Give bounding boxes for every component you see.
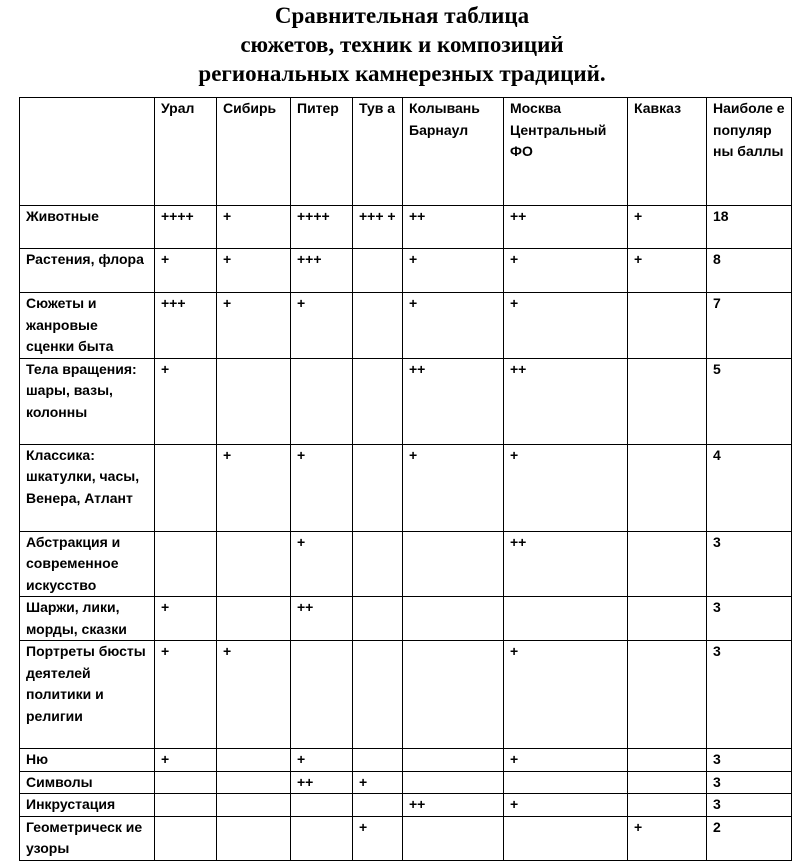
table-cell bbox=[217, 749, 291, 772]
table-cell bbox=[628, 531, 707, 597]
table-cell bbox=[291, 641, 353, 749]
title-line-1: Сравнительная таблица bbox=[274, 3, 530, 28]
header-cell bbox=[20, 98, 155, 206]
table-cell: + bbox=[217, 293, 291, 359]
score-cell: 3 bbox=[707, 771, 792, 794]
header-row bbox=[20, 98, 792, 206]
table-cell: + bbox=[504, 444, 628, 531]
score-cell: 18 bbox=[707, 206, 792, 249]
table-row bbox=[20, 816, 792, 860]
table-cell bbox=[628, 749, 707, 772]
table-row bbox=[20, 771, 792, 794]
table-cell: + bbox=[155, 749, 217, 772]
table-cell bbox=[403, 749, 504, 772]
table-cell: ++++ bbox=[291, 206, 353, 249]
table-cell: + bbox=[155, 249, 217, 293]
row-category-cell: Классика: шкатулки, часы, Венера, Атлант bbox=[20, 444, 155, 531]
table-cell: +++ + bbox=[353, 206, 403, 249]
score-cell: 5 bbox=[707, 358, 792, 444]
score-cell: 7 bbox=[707, 293, 792, 359]
table-cell: + bbox=[353, 816, 403, 860]
table-cell: + bbox=[504, 249, 628, 293]
table-cell: ++ bbox=[291, 771, 353, 794]
table-cell bbox=[403, 816, 504, 860]
table-cell: + bbox=[628, 249, 707, 293]
table-cell: + bbox=[217, 444, 291, 531]
table-cell bbox=[353, 249, 403, 293]
score-cell: 8 bbox=[707, 249, 792, 293]
comparison-table bbox=[19, 97, 792, 861]
table-cell bbox=[217, 597, 291, 641]
table-cell bbox=[403, 531, 504, 597]
table-cell bbox=[217, 794, 291, 817]
table-cell: ++ bbox=[403, 358, 504, 444]
table-cell: + bbox=[628, 816, 707, 860]
table-cell: +++ bbox=[291, 249, 353, 293]
score-cell: 4 bbox=[707, 444, 792, 531]
table-cell bbox=[504, 771, 628, 794]
document-title bbox=[0, 1, 804, 88]
header-cell: Тув а bbox=[353, 98, 403, 206]
table-cell: + bbox=[291, 444, 353, 531]
table-cell: + bbox=[504, 749, 628, 772]
table-cell: + bbox=[291, 293, 353, 359]
table-cell bbox=[291, 358, 353, 444]
score-cell: 3 bbox=[707, 641, 792, 749]
table-cell bbox=[217, 816, 291, 860]
table-cell bbox=[628, 794, 707, 817]
table-cell bbox=[155, 444, 217, 531]
table-cell bbox=[155, 794, 217, 817]
score-cell: 3 bbox=[707, 531, 792, 597]
table-row bbox=[20, 444, 792, 531]
row-category-cell: Животные bbox=[20, 206, 155, 249]
table-cell: + bbox=[155, 641, 217, 749]
table-cell bbox=[217, 358, 291, 444]
table-cell bbox=[155, 816, 217, 860]
table-row bbox=[20, 358, 792, 444]
row-category-cell: Символы bbox=[20, 771, 155, 794]
table-cell: + bbox=[291, 749, 353, 772]
table-cell: ++ bbox=[403, 794, 504, 817]
row-category-cell: Растения, флора bbox=[20, 249, 155, 293]
table-cell bbox=[504, 816, 628, 860]
table-row bbox=[20, 293, 792, 359]
table-row bbox=[20, 794, 792, 817]
table-cell bbox=[217, 771, 291, 794]
table-cell: + bbox=[155, 358, 217, 444]
table-cell bbox=[628, 444, 707, 531]
table-cell bbox=[504, 597, 628, 641]
row-category-cell: Портреты бюсты деятелей политики и религии bbox=[20, 641, 155, 749]
table-body bbox=[20, 206, 792, 861]
table-cell: + bbox=[504, 293, 628, 359]
header-cell: Урал bbox=[155, 98, 217, 206]
row-category-cell: Ню bbox=[20, 749, 155, 772]
table-cell: ++ bbox=[504, 358, 628, 444]
table-row bbox=[20, 531, 792, 597]
table-cell: ++ bbox=[403, 206, 504, 249]
table-cell: ++ bbox=[291, 597, 353, 641]
table-cell bbox=[353, 444, 403, 531]
table-cell bbox=[353, 358, 403, 444]
row-category-cell: Тела вращения: шары, вазы, колонны bbox=[20, 358, 155, 444]
table-cell: ++ bbox=[504, 206, 628, 249]
table-cell: + bbox=[628, 206, 707, 249]
score-cell: 3 bbox=[707, 749, 792, 772]
table-row bbox=[20, 641, 792, 749]
table-row bbox=[20, 206, 792, 249]
table-cell: + bbox=[217, 206, 291, 249]
row-category-cell: Шаржи, лики, морды, сказки bbox=[20, 597, 155, 641]
table-cell bbox=[353, 794, 403, 817]
table-cell: + bbox=[403, 444, 504, 531]
table-cell bbox=[403, 641, 504, 749]
table-cell bbox=[628, 641, 707, 749]
table-cell bbox=[353, 597, 403, 641]
table-cell: + bbox=[403, 249, 504, 293]
header-cell: Колывань Барнаул bbox=[403, 98, 504, 206]
table-cell bbox=[353, 531, 403, 597]
score-cell: 2 bbox=[707, 816, 792, 860]
table-cell bbox=[628, 293, 707, 359]
table-cell bbox=[217, 531, 291, 597]
table-cell: + bbox=[403, 293, 504, 359]
table-row bbox=[20, 597, 792, 641]
table-row bbox=[20, 749, 792, 772]
header-cell: Москва Центральный ФО bbox=[504, 98, 628, 206]
row-category-cell: Геометрическ ие узоры bbox=[20, 816, 155, 860]
table-cell: + bbox=[217, 641, 291, 749]
table-cell bbox=[155, 531, 217, 597]
header-cell: Наиболе е популяр ны баллы bbox=[707, 98, 792, 206]
table-cell: + bbox=[504, 641, 628, 749]
table-cell: + bbox=[504, 794, 628, 817]
title-line-3: региональных камнерезных традиций. bbox=[198, 61, 606, 86]
row-category-cell: Инкрустация bbox=[20, 794, 155, 817]
table-row bbox=[20, 249, 792, 293]
table-cell bbox=[628, 358, 707, 444]
table-cell bbox=[403, 597, 504, 641]
row-category-cell: Сюжеты и жанровые сценки быта bbox=[20, 293, 155, 359]
table-cell bbox=[291, 816, 353, 860]
score-cell: 3 bbox=[707, 794, 792, 817]
table-cell: + bbox=[217, 249, 291, 293]
header-cell: Сибирь bbox=[217, 98, 291, 206]
table-cell bbox=[291, 794, 353, 817]
table-cell: + bbox=[155, 597, 217, 641]
table-cell bbox=[353, 641, 403, 749]
table-cell: ++ bbox=[504, 531, 628, 597]
table-cell: +++ bbox=[155, 293, 217, 359]
table-cell: + bbox=[291, 531, 353, 597]
row-category-cell: Абстракция и современное искусство bbox=[20, 531, 155, 597]
header-cell: Питер bbox=[291, 98, 353, 206]
table-cell bbox=[628, 597, 707, 641]
table-cell: ++++ bbox=[155, 206, 217, 249]
table-cell bbox=[353, 293, 403, 359]
header-cell: Кавказ bbox=[628, 98, 707, 206]
table-cell bbox=[403, 771, 504, 794]
table-cell bbox=[628, 771, 707, 794]
table-cell: + bbox=[353, 771, 403, 794]
table-cell bbox=[155, 771, 217, 794]
table-cell bbox=[353, 749, 403, 772]
title-line-2: сюжетов, техник и композиций bbox=[240, 32, 564, 57]
score-cell: 3 bbox=[707, 597, 792, 641]
